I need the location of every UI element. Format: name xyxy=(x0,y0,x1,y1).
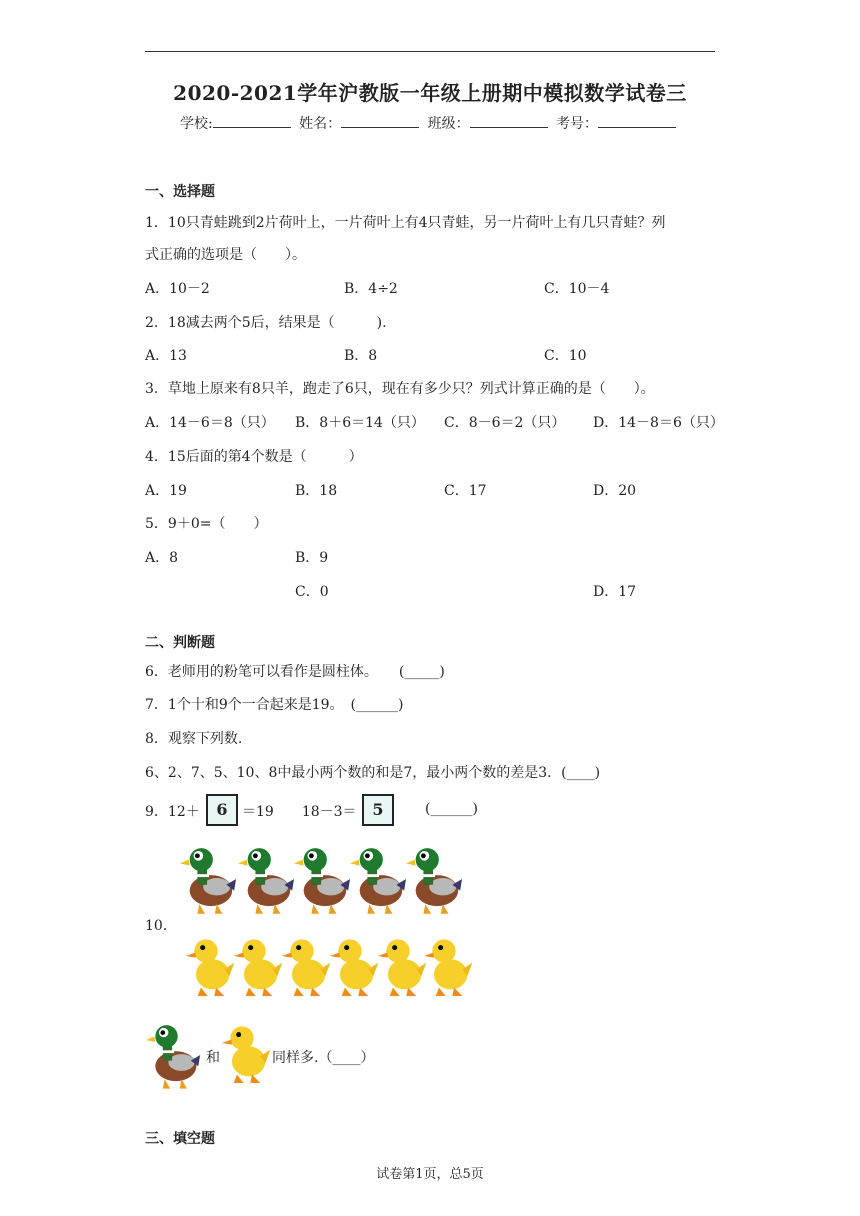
q5-option-a[interactable]: A．8 xyxy=(145,550,179,566)
q5-option-b[interactable]: B．9 xyxy=(295,550,329,566)
school-label: 学校: xyxy=(179,116,213,132)
q2-option-c[interactable]: C．10 xyxy=(544,348,587,364)
page-footer: 试卷第1页，总5页 xyxy=(376,1167,484,1182)
question-10-label: 10． xyxy=(145,918,177,934)
q3-option-b[interactable]: B．8＋6＝14（只） xyxy=(295,415,425,431)
mallard-duck-icon xyxy=(146,1014,202,1096)
section-heading-judge: 二、判断题 xyxy=(145,635,215,651)
question-10-and: 和 xyxy=(206,1050,220,1066)
q4-option-c[interactable]: C．17 xyxy=(444,483,487,499)
name-blank[interactable] xyxy=(341,115,419,128)
section-heading-fill: 三、填空题 xyxy=(145,1131,215,1147)
q9-answer-box-2: 5 xyxy=(362,794,394,826)
question-4: 4．15后面的第4个数是（ ） xyxy=(145,449,363,465)
q3-option-d[interactable]: D．14－8＝6（只） xyxy=(593,415,724,431)
q5-option-d[interactable]: D．17 xyxy=(593,584,637,600)
question-6: 6．老师用的粉笔可以看作是圆柱体。 (_____) xyxy=(145,664,445,680)
question-1-line-1: 1．10只青蛙跳到2片荷叶上，一片荷叶上有4只青蛙，另一片荷叶上有几只青蛙？列 xyxy=(145,215,666,231)
q3-option-a[interactable]: A．14－6＝8（只） xyxy=(145,415,275,431)
question-7: 7．1个十和9个一合起来是19。 (______) xyxy=(145,697,404,713)
yellow-duckling-icon xyxy=(378,928,428,1004)
yellow-duckling-icon xyxy=(424,928,474,1004)
question-2: 2．18减去两个5后，结果是（ ). xyxy=(145,315,387,331)
q3-option-c[interactable]: C．8－6＝2（只） xyxy=(444,415,566,431)
question-8-line-2: 6、2、7、5、10、8中最小两个数的和是7，最小两个数的差是3．(____) xyxy=(145,765,601,781)
q2-option-a[interactable]: A．13 xyxy=(145,348,187,364)
top-rule xyxy=(145,51,715,52)
question-10-tail: 同样多.（____） xyxy=(272,1050,375,1066)
question-8: 8．观察下列数. xyxy=(145,731,243,747)
yellow-duckling-icon xyxy=(234,928,284,1004)
name-label: 姓名： xyxy=(299,116,342,132)
q1-option-b[interactable]: B．4÷2 xyxy=(344,281,398,297)
class-label: 班级： xyxy=(427,116,470,132)
class-blank[interactable] xyxy=(470,115,548,128)
exam-number-blank[interactable] xyxy=(598,115,676,128)
question-9-middle: ＝19 18－3＝ xyxy=(242,804,357,820)
mallard-duck-icon xyxy=(350,838,408,920)
q4-option-b[interactable]: B．18 xyxy=(295,483,338,499)
q2-option-b[interactable]: B．8 xyxy=(344,348,378,364)
q9-answer-box-1: 6 xyxy=(206,794,238,826)
exam-title: 2020-2021学年沪教版一年级上册期中模拟数学试卷三 xyxy=(173,81,687,105)
question-3: 3．草地上原来有8只羊，跑走了6只，现在有多少只？列式计算正确的是（ ）。 xyxy=(145,381,655,397)
exam-number-label: 考号： xyxy=(556,116,599,132)
section-heading-choice: 一、选择题 xyxy=(145,184,215,200)
question-1-line-2: 式正确的选项是（ ）。 xyxy=(145,247,306,263)
school-blank[interactable] xyxy=(213,115,291,128)
q4-option-d[interactable]: D．20 xyxy=(593,483,637,499)
yellow-duckling-icon xyxy=(222,1014,272,1092)
q1-option-a[interactable]: A．10－2 xyxy=(145,281,210,297)
mallard-duck-icon xyxy=(406,838,464,920)
yellow-duckling-icon xyxy=(282,928,332,1004)
mallard-duck-icon xyxy=(294,838,352,920)
question-9-tail: (______) xyxy=(425,801,478,817)
mallard-duck-icon xyxy=(180,838,238,920)
yellow-duckling-icon xyxy=(330,928,380,1004)
q1-option-c[interactable]: C．10－4 xyxy=(544,281,610,297)
student-info-line xyxy=(0,113,860,133)
question-9-label: 9．12＋ xyxy=(145,804,200,820)
q5-option-c[interactable]: C．0 xyxy=(295,584,329,600)
question-5: 5．9＋0=（ ） xyxy=(145,516,268,532)
yellow-duckling-icon xyxy=(186,928,236,1004)
mallard-duck-icon xyxy=(238,838,296,920)
q4-option-a[interactable]: A．19 xyxy=(145,483,187,499)
